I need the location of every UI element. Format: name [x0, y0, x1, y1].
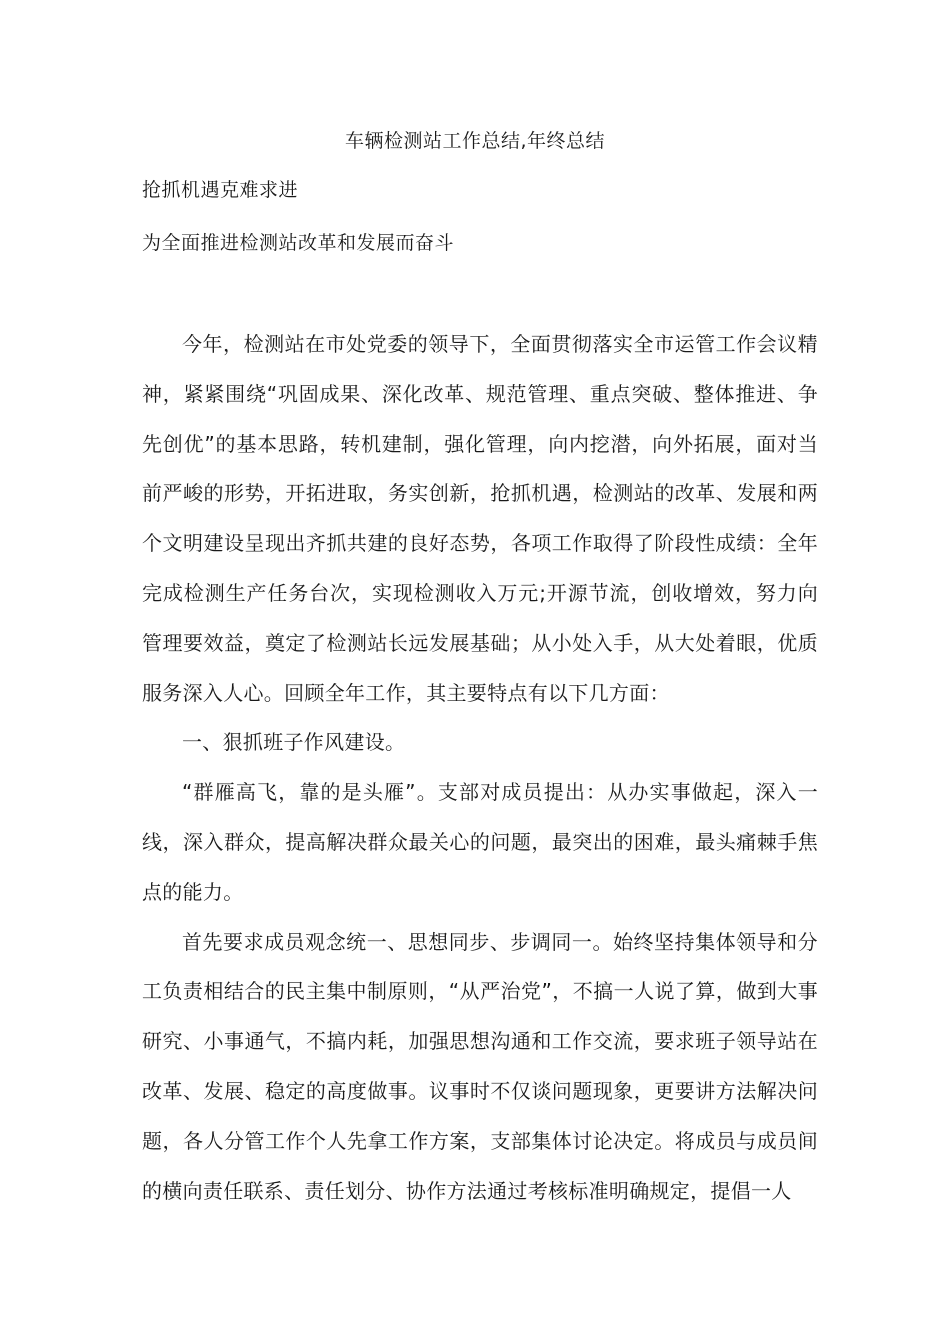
document-title: 车辆检测站工作总结,年终总结 [344, 130, 606, 152]
document-body [142, 320, 818, 1216]
section-heading: 一、狠抓班子作风建设。 [182, 730, 406, 755]
body-paragraph: 首先要求成员观念统一、思想同步、步调同一。始终坚持集体领导和分工负责相结合的民主集中制原则，“从严治党”，不搞一人说了算，做到大事研究、小事通气，不搞内耗，加强思想沟通和工作交流，要求班子领导站在改革、发展、稳定的高度做事。议事时不仅谈问题现象，更要讲方法解决问题，各人分管工作个人先拿工作方案，支部集体讨论决定。将成员与成员间的横向责任联系、责任划分、协作方法通过考核标准明确规定，提倡一人 [142, 929, 818, 1203]
body-paragraph: “群雁高飞，靠的是头雁”。支部对成员提出：从办实事做起，深入一线，深入群众，提高解决群众最关心的问题，最突出的困难，最头痛棘手焦点的能力。 [142, 780, 818, 904]
document-subtitle: 抢抓机遇克难求进 [142, 179, 299, 201]
body-paragraph: 今年，检测站在市处党委的领导下，全面贯彻落实全市运管工作会议精神，紧紧围绕“巩固成果、深化改革、规范管理、重点突破、整体推进、争先创优”的基本思路，转机建制，强化管理，向内挖潜，向外拓展，面对当前严峻的形势，开拓进取，务实创新，抢抓机遇，检测站的改革、发展和两个文明建设呈现出齐抓共建的良好态势，各项工作取得了阶段性成绩：全年完成检测生产任务台次，实现检测收入万元;开源节流，创收增效，努力向管理要效益，奠定了检测站长远发展基础；从小处入手，从大处着眼，优质服务深入人心。回顾全年工作，其主要特点有以下几方面： [142, 332, 818, 705]
document-subtitle: 为全面推进检测站改革和发展而奋斗 [142, 232, 455, 254]
